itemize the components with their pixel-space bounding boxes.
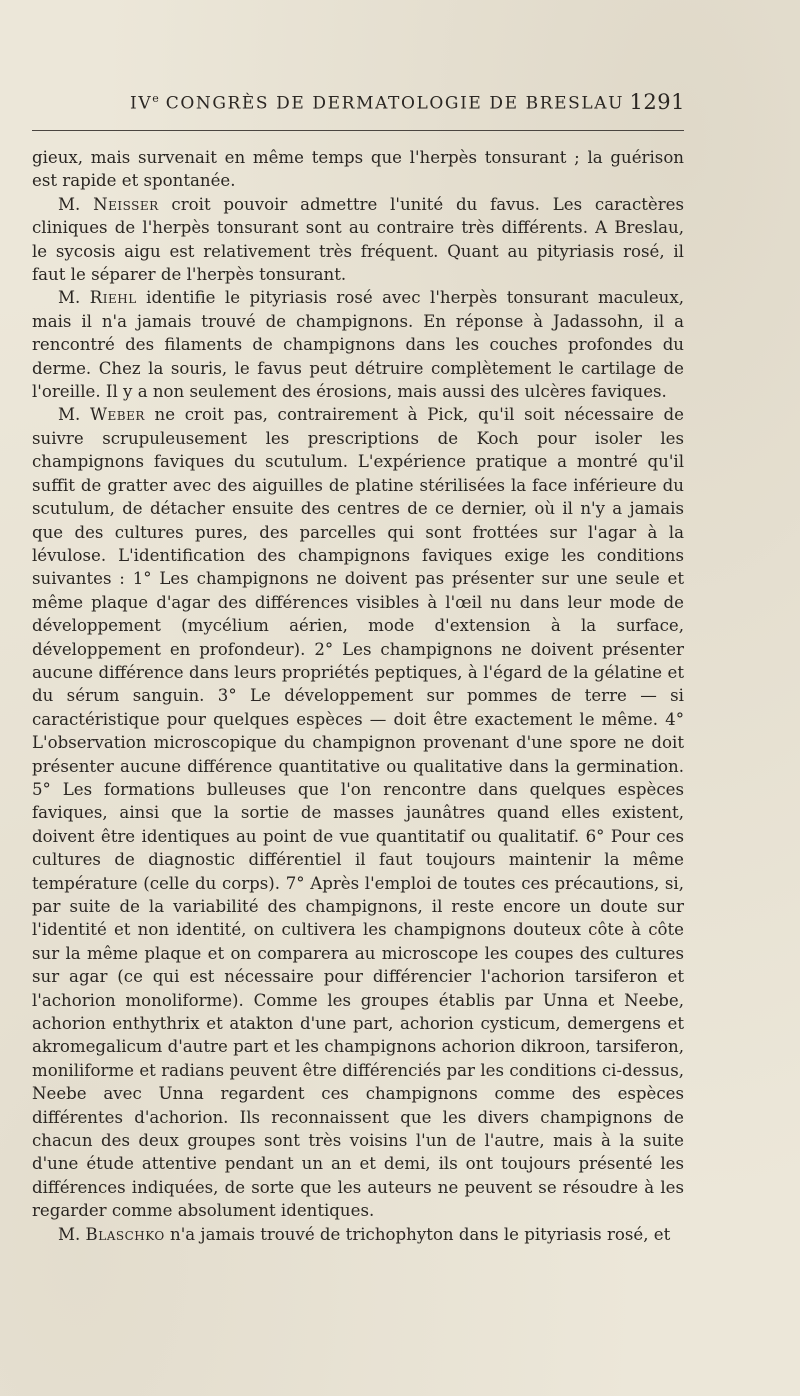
page-number: 1291 [629,90,685,114]
speaker-name: Blaschko [85,1224,165,1244]
speaker-prefix: M. [58,1224,86,1244]
speaker-name: Neisser [93,194,159,214]
congress-number: IV [130,93,153,114]
paragraph-blaschko [32,1223,684,1246]
body-text [32,146,684,1246]
speaker-name: Weber [89,405,145,425]
paragraph-text: n'a jamais trouvé de trichophyton dans le pityriasis rosé, et [164,1224,671,1244]
paragraph-text: gieux, mais survenait en même temps que l'herpès tonsurant ; la guérison est rapide et spontanée. [32,148,684,191]
paragraph-text: identifie le pityriasis rosé avec l'herpès tonsurant maculeux, mais il n'a jamais trouvé de champignons. En réponse à Jadassohn, il a rencontré des filaments de champignons dans les couches profondes du derme. Chez la souris, le favus peut détruire complètement le cartilage de l'oreille. Il y a non seulement des érosions, mais aussi des ulcères faviques. [32,288,685,402]
running-header [130,92,685,120]
paragraph-weber [32,403,684,1222]
paragraph-neisser [32,193,684,287]
paragraph-continuation [32,146,684,193]
speaker-prefix: M. [58,405,90,425]
congress-number-suffix: e [152,92,159,105]
paragraph-text: ne croit pas, contrairement à Pick, qu'il soit nécessaire de suivre scrupuleusement les prescriptions de Koch pour isoler les champignons faviques du scutulum. L'expérience pratique a montré qu'il suffit de gratter avec des aiguilles de platine stérilisées la face inférieure du scutulum, de détacher ensuite des centres de ce dernier, où il n'y a jamais que des cultures pures, des parcelles qui sont frottées sur l'agar à la lévulose. L'identification des champignons faviques exige les conditions suivantes : 1° Les champignons ne doivent pas présenter sur une seule et même plaque d'agar des différences visibles à l'œil nu dans leur mode de développement (mycélium aérien, mode d'extension à la surface, développement en profondeur). 2° Les champignons ne doivent présenter aucune différence dans leurs propriétés peptiques, à l'égard de la gélatine et du sérum sanguin. 3° Le développement sur pommes de terre — si caractéristique pour quelques espèces — doit être exactement le même. 4° L'observation microscopique du champignon provenant d'une spore ne doit présenter aucune différence quantitative ou qualitative dans la germination. 5° Les formations bulleuses que l'on rencontre dans quelques espèces faviques, ainsi que la sortie de masses jaunâtres quand elles existent, doivent être identiques au point de vue quantitatif ou qualitatif. 6° Pour ces cultures de diagnostic différentiel il faut toujours maintenir la même température (celle du corps). 7° Après l'emploi de toutes ces précautions, si, par suite de la variabilité des champignons, il reste encore un doute sur l'identité et non identité, on cultivera les champignons douteux côte à côte sur la même plaque et on comparera au microscope les coupes des cultures sur agar (ce qui est nécessaire pour différencier l'achorion tarsiferon et l'achorion monoliforme). Comme les groupes établis par Unna et Neebe, achorion enthythrix et atakton d'une part, achorion cysticum, demergens et akromegalicum d'autre part et les champignons achorion dikroon, tarsiferon, moniliforme et radians peuvent être différenciés par les conditions ci-dessus, Neebe avec Unna regardent ces champignons comme des espèces différentes d'achorion. Ils reconnaissent que les divers champignons de chacun des deux groupes sont très voisins l'un de l'autre, mais à la suite d'une étude attentive pendant un an et demi, ils ont toujours présenté les différences indiquées, de sorte que les auteurs ne peuvent se résoudre à les regarder comme absolument identiques. [32,405,684,1221]
paragraph-riehl [32,286,684,403]
running-title [130,92,624,114]
speaker-name: Riehl [89,288,137,308]
paragraph-text: croit pouvoir admettre l'unité du favus. Les caractères cliniques de l'herpès tonsurant sont au contraire très différents. A Breslau, le sycosis aigu est relativement très fréquent. Quant au pityriasis rosé, il faut le séparer de l'herpès tonsurant. [32,194,684,285]
speaker-prefix: M. [58,288,90,308]
congress-title: CONGRÈS DE DERMATOLOGIE DE BRESLAU [158,93,625,114]
speaker-prefix: M. [58,194,94,214]
header-rule [32,130,684,131]
